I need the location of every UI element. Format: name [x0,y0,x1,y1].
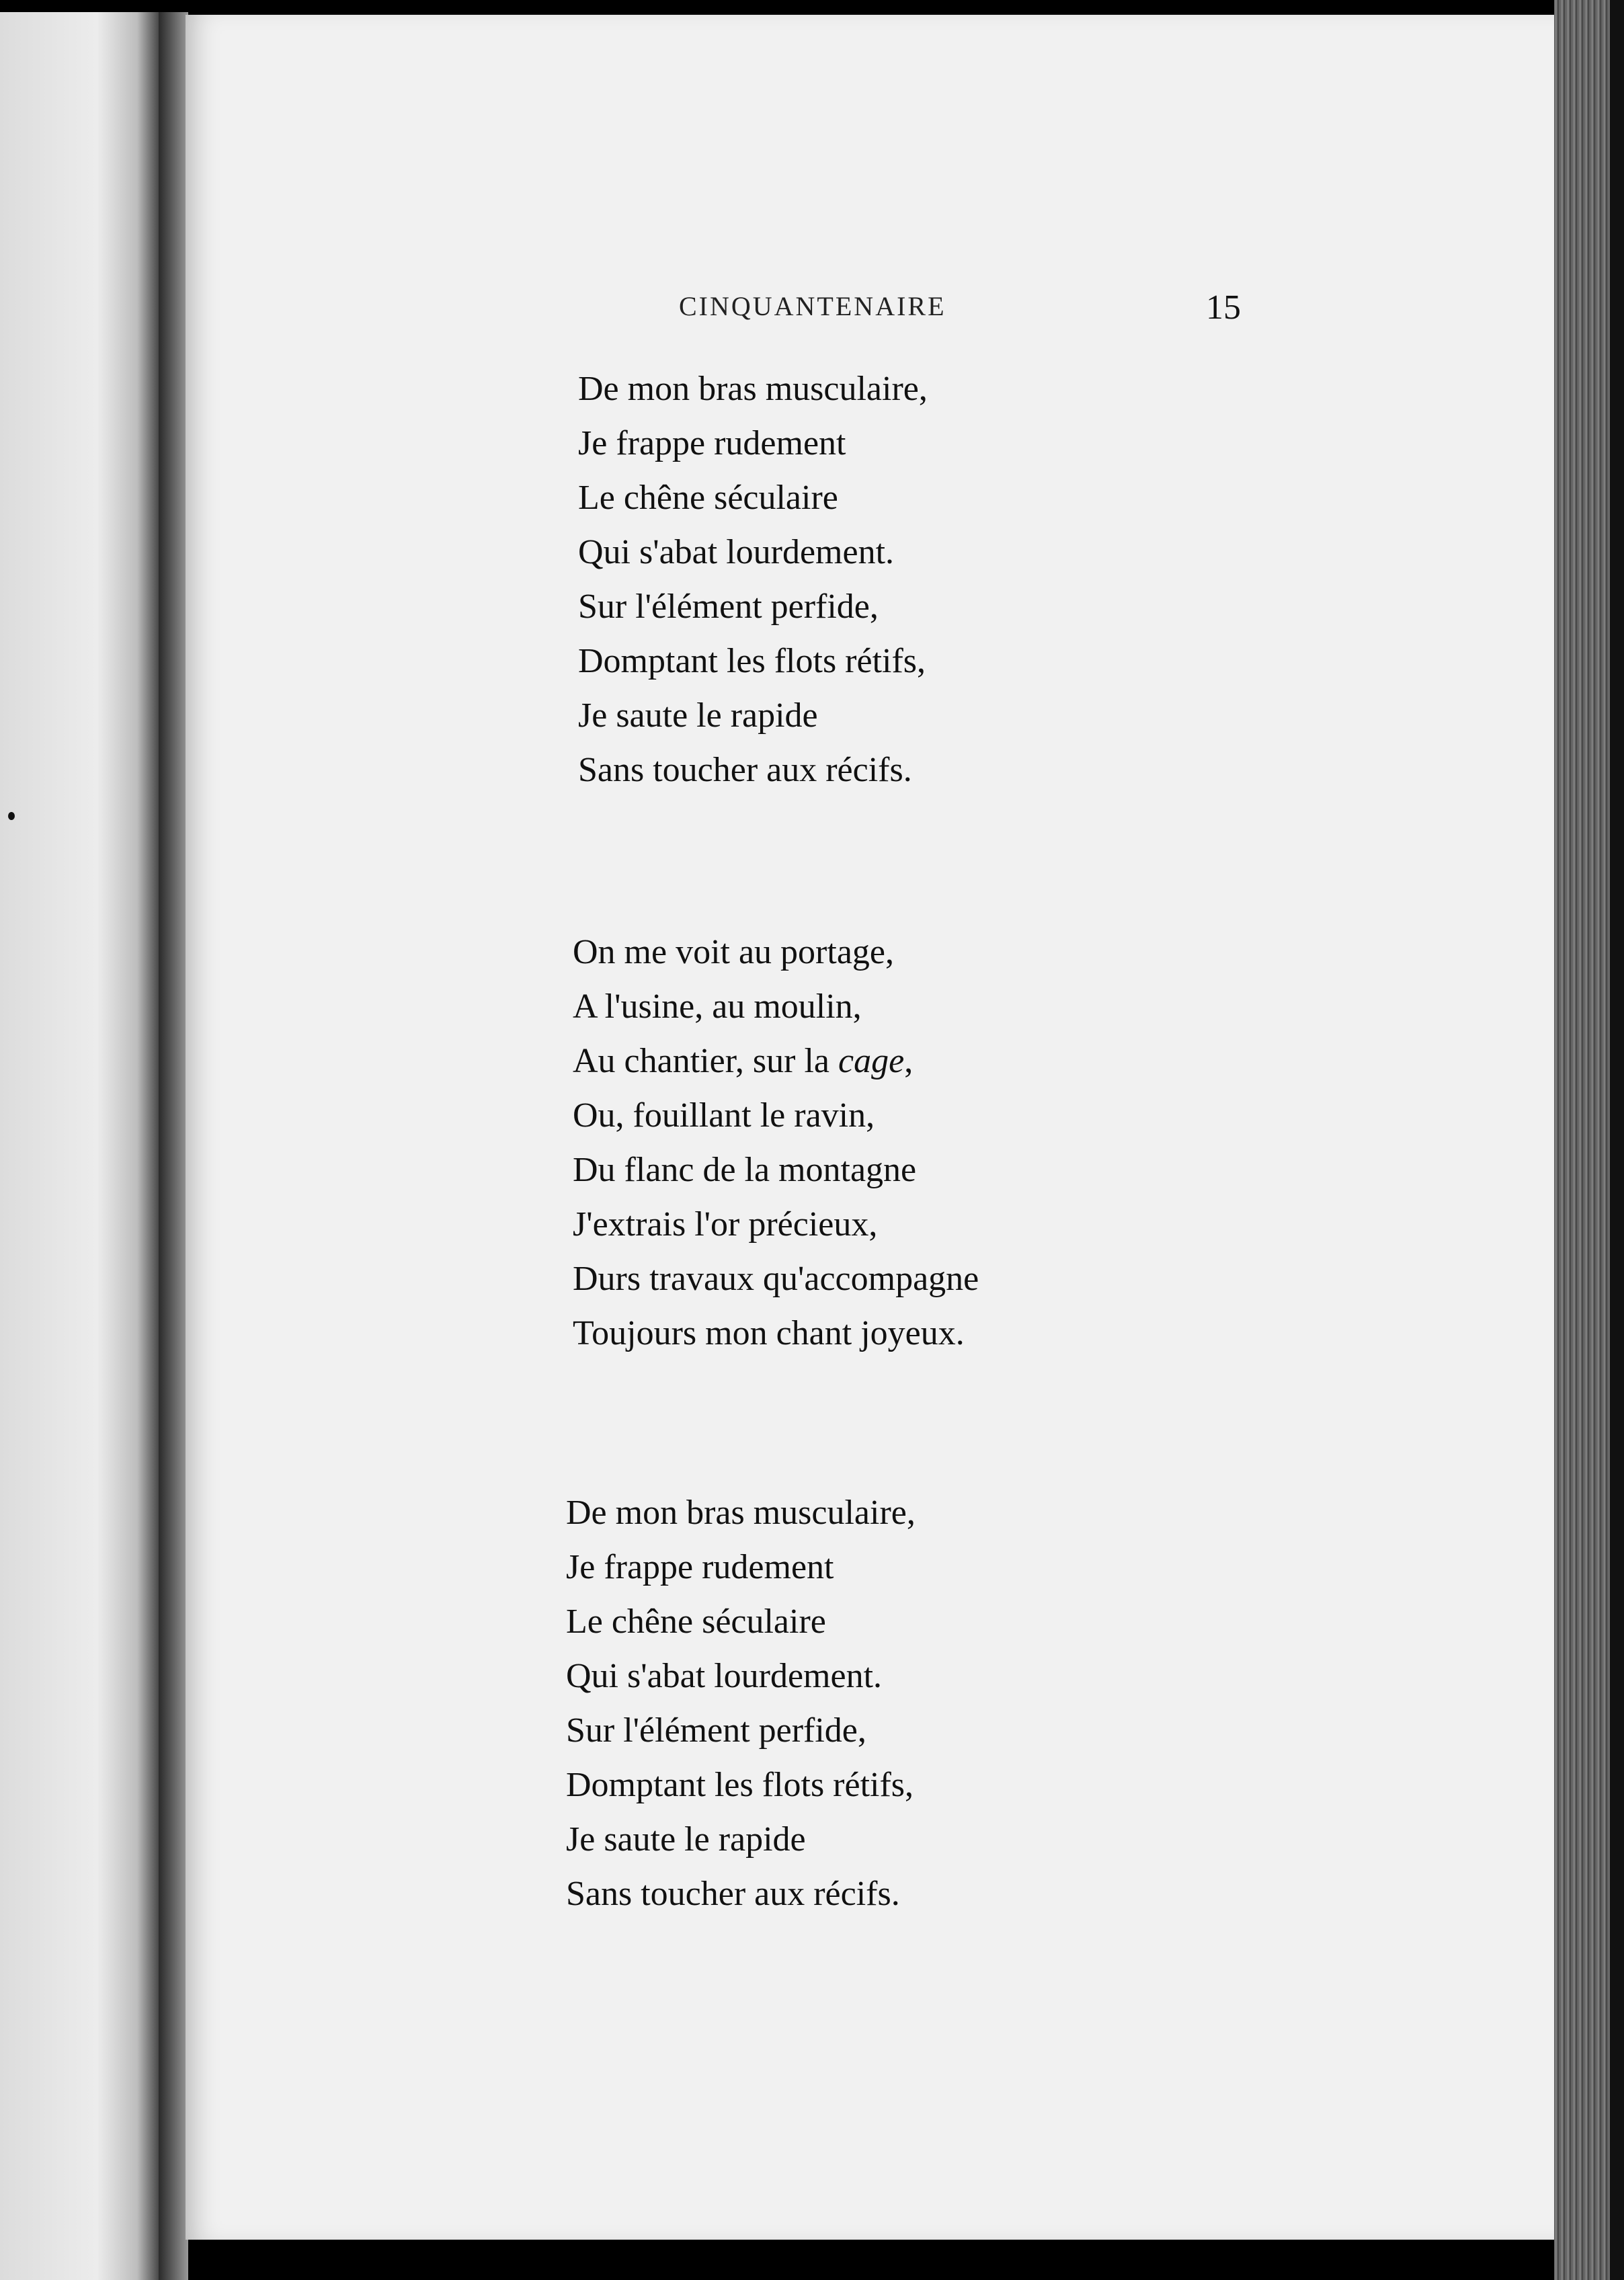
verse-line: A l'usine, au moulin, [573,987,862,1026]
page-number: 15 [1206,288,1241,327]
verse-line: J'extrais l'or précieux, [573,1205,878,1244]
running-head: CINQUANTENAIRE [679,291,946,321]
verse-line: Le chêne séculaire [566,1602,826,1641]
verse-line: Je saute le rapide [578,696,818,735]
verse-line: Sans toucher aux récifs. [566,1875,900,1913]
verse-line: Qui s'abat lourdement. [566,1657,883,1695]
stanza-1 [578,362,928,797]
italic-word: cage [838,1042,905,1080]
verse-line: Domptant les flots rétifs, [578,642,926,680]
book-gutter [159,12,188,2280]
verse-line: Sur l'élément perfide, [578,587,879,626]
verse-line: Qui s'abat lourdement. [578,533,895,571]
verse-text: Au chantier, sur la [573,1042,839,1080]
verse-line: Toujours mon chant joyeux. [573,1314,965,1352]
verse-line-with-italic [573,1034,979,1088]
verse-line: On me voit au portage, [573,933,894,971]
verse-line: Domptant les flots rétifs, [566,1766,914,1804]
stanza-3 [566,1485,916,1921]
ink-speck [8,812,15,820]
punctuation: , [904,1042,914,1080]
verse-line: Je saute le rapide [566,1820,806,1859]
stanza-2 [573,925,979,1360]
verse-line: Durs travaux qu'accompagne [573,1260,979,1298]
verse-line: Sur l'élément perfide, [566,1711,866,1750]
verse-line: Du flanc de la montagne [573,1151,917,1189]
verse-line: Ou, fouillant le ravin, [573,1096,875,1135]
page-edge-shadow [1610,0,1624,2280]
verse-line: Je frappe rudement [578,424,846,462]
verse-line: Je frappe rudement [566,1548,834,1586]
verse-line: Le chêne séculaire [578,479,838,517]
verse-line: Sans toucher aux récifs. [578,751,912,789]
facing-page-margin [0,12,161,2280]
verse-line: De mon bras musculaire, [566,1494,916,1532]
verse-line: De mon bras musculaire, [578,370,928,408]
